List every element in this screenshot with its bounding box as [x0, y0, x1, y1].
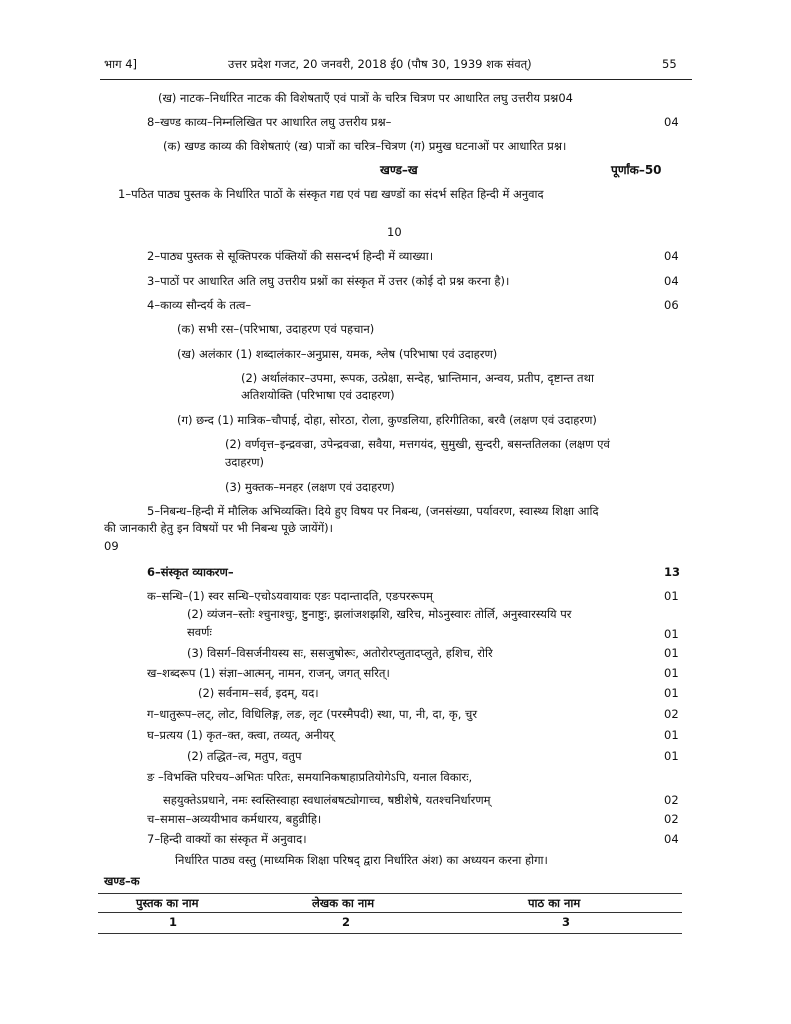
grammar-sandhi-marks: 01 — [664, 589, 679, 603]
item-2-marks: 04 — [664, 249, 679, 263]
item-3-marks: 04 — [664, 274, 679, 288]
section-b-title: खण्ड–ख — [380, 163, 418, 177]
line-khand-kavya-topics: (क) खण्ड काव्य की विशेषताएं (ख) पात्रों का चरित्र–चित्रण (ग) प्रमुख घटनाओं पर आधारित प्रश्न। — [163, 139, 567, 153]
grammar-vyanjan-cont: सवर्णः — [187, 625, 212, 639]
marks: 04 — [664, 115, 679, 129]
grammar-vibhakti-marks: 02 — [664, 793, 679, 807]
grammar-pratyay: घ–प्रत्यय (1) कृत–क्त, क्त्वा, तव्यत्, अनीयर् — [147, 728, 334, 742]
item-4-marks: 06 — [664, 298, 679, 312]
item-4c3: (3) मुक्तक–मनहर (लक्षण एवं उदाहरण) — [225, 480, 395, 494]
grammar-vyanjan-marks: 01 — [664, 627, 679, 641]
item-4a: (क) सभी रस–(परिभाषा, उदाहरण एवं पहचान) — [177, 322, 375, 336]
item-4b: (ख) अलंकार (1) शब्दालंकार–अनुप्रास, यमक, श्लेष (परिभाषा एवं उदाहरण) — [177, 347, 498, 361]
table-header-rule — [98, 912, 682, 913]
grammar-samas-marks: 02 — [664, 812, 679, 826]
item-6: 6–संस्कृत व्याकरण– — [147, 565, 234, 579]
grammar-pratyay-marks: 01 — [664, 728, 679, 742]
item-2: 2–पाठ्य पुस्तक से सूक्तिपरक पंक्तियों की ससन्दर्भ हिन्दी में व्याख्या। — [147, 249, 434, 263]
header-part: भाग 4] — [104, 57, 137, 71]
grammar-taddhit: (2) तद्धित–त्व, मतुप, वतुप — [187, 749, 302, 763]
grammar-vyanjan: (2) व्यंजन–स्तोः श्चुनाश्चुः, ष्टुनाष्टुः, झलांजशझशि, खरिच, मोऽनुस्वारः तोर्लि, अनुस्वारस्ययि पर — [187, 607, 572, 621]
item-1: 1–पठित पाठ्य पुस्तक के निर्धारित पाठों के संस्कृत गद्य एवं पद्य खण्डों का संदर्भ सहित हिन्दी में अनुवाद — [118, 187, 544, 201]
header-title: उत्तर प्रदेश गजट, 20 जनवरी, 2018 ई0 (पौष 30, 1939 शक संवत्) — [228, 57, 532, 71]
item-5: 5–निबन्ध–हिन्दी में मौलिक अभिव्यक्ति। दिये हुए विषय पर निबन्ध, (जनसंख्या, पर्यावरण, स्वास्थ्य शिक्षा आदि — [147, 504, 599, 518]
line-natak: (ख) नाटक–निर्धारित नाटक की विशेषताएँ एवं पात्रों के चरित्र चित्रण पर आधारित लघु उत्तरीय प्रश्न04 — [158, 91, 573, 105]
table-bottom-rule — [98, 933, 682, 934]
item-1-marks: 10 — [387, 225, 402, 239]
item-6-marks: 13 — [664, 565, 681, 579]
table-top-rule — [98, 893, 682, 894]
item-5-marks: 09 — [104, 539, 119, 553]
page-number: 55 — [662, 57, 677, 71]
grammar-sandhi: क–सन्धि–(1) स्वर सन्धि–एचोऽयवायावः एङः पदान्तादति, एङपररूपम् — [147, 589, 433, 603]
grammar-visarg: (3) विसर्ग–विसर्जनीयस्य सः, ससजुषोरूः, अतोरोरप्लुतादप्लुते, हशिच, रोरि — [187, 646, 493, 660]
item-4b2: (2) अर्थालंकार–उपमा, रूपक, उत्प्रेक्षा, सन्देह, भ्रान्तिमान, अन्वय, प्रतीप, दृष्टान्त तथा — [241, 371, 594, 385]
line-khand-kavya: 8–खण्ड काव्य–निम्नलिखित पर आधारित लघु उत्तरीय प्रश्न– — [147, 115, 392, 129]
table-cell: 1 — [169, 915, 178, 929]
item-4b2-cont: अतिशयोक्ति (परिभाषा एवं उदाहरण) — [241, 388, 395, 402]
grammar-samas: च–समास–अव्ययीभाव कर्मधारय, बहुव्रीहि। — [147, 812, 322, 826]
grammar-visarg-marks: 01 — [664, 646, 679, 660]
grammar-sarvanam: (2) सर्वनाम–सर्व, इदम्, यद। — [198, 686, 319, 700]
table-header: पुस्तक का नाम — [136, 896, 199, 910]
grammar-vibhakti: ङ –विभक्ति परिचय–अभितः परितः, समयानिकषाहाप्रतियोगेऽपि, यनाल विकारः, — [147, 770, 473, 784]
section-a-title: खण्ड–क — [104, 874, 140, 888]
item-7: 7–हिन्दी वाक्यों का संस्कृत में अनुवाद। — [147, 832, 307, 846]
grammar-shabdroop-marks: 01 — [664, 666, 679, 680]
grammar-taddhit-marks: 01 — [664, 749, 679, 763]
grammar-dhaturoop: ग–धातुरूप–लट्, लोट, विधिलिङ्ग, लङ, लृट (परस्मैपदी) स्था, पा, नी, दा, कृ, चुर — [147, 707, 478, 721]
item-4: 4–काव्य सौन्दर्य के तत्व– — [147, 298, 252, 312]
section-b-marks: पूर्णांक–50 — [611, 163, 662, 177]
item-4c2-cont: उदाहरण) — [225, 455, 264, 469]
note: निर्धारित पाठ्य वस्तु (माध्यमिक शिक्षा परिषद् द्वारा निर्धारित अंश) का अध्ययन करना होगा। — [175, 853, 548, 867]
item-4c: (ग) छन्द (1) मात्रिक–चौपाई, दोहा, सोरठा, रोला, कुण्डलिया, हरिगीतिका, बरवै (लक्षण एवं उदाहरण) — [177, 413, 597, 427]
item-3: 3–पाठों पर आधारित अति लघु उत्तरीय प्रश्नों का संस्कृत में उत्तर (कोई दो प्रश्न करना है)। — [147, 274, 510, 288]
item-5-cont: की जानकारी हेतु इन विषयों पर भी निबन्ध पूछे जायेंगें)। — [104, 521, 334, 535]
grammar-sarvanam-marks: 01 — [664, 686, 679, 700]
table-cell: 2 — [342, 915, 351, 929]
item-7-marks: 04 — [664, 832, 679, 846]
table-header: पाठ का नाम — [528, 896, 581, 910]
grammar-shabdroop: ख–शब्दरूप (1) संज्ञा–आत्मन्, नामन, राजन्, जगत् सरित्। — [147, 666, 390, 680]
header-rule — [100, 79, 692, 80]
grammar-dhaturoop-marks: 02 — [664, 707, 679, 721]
table-cell: 3 — [562, 915, 571, 929]
grammar-vibhakti-cont: सहयुक्तेऽप्रधाने, नमः स्वस्तिस्वाहा स्वधालंबषट्योगाच्च, षष्ठीशेषे, यतश्चनिर्धारणम् — [163, 793, 491, 807]
item-4c2: (2) वर्णवृत्त–इन्द्रवज्रा, उपेन्द्रवज्रा, सवैया, मत्तगयंद, सुमुखी, सुन्दरी, बसन्ततिलका (लक्षण एवं — [225, 437, 610, 451]
table-header: लेखक का नाम — [312, 896, 375, 910]
